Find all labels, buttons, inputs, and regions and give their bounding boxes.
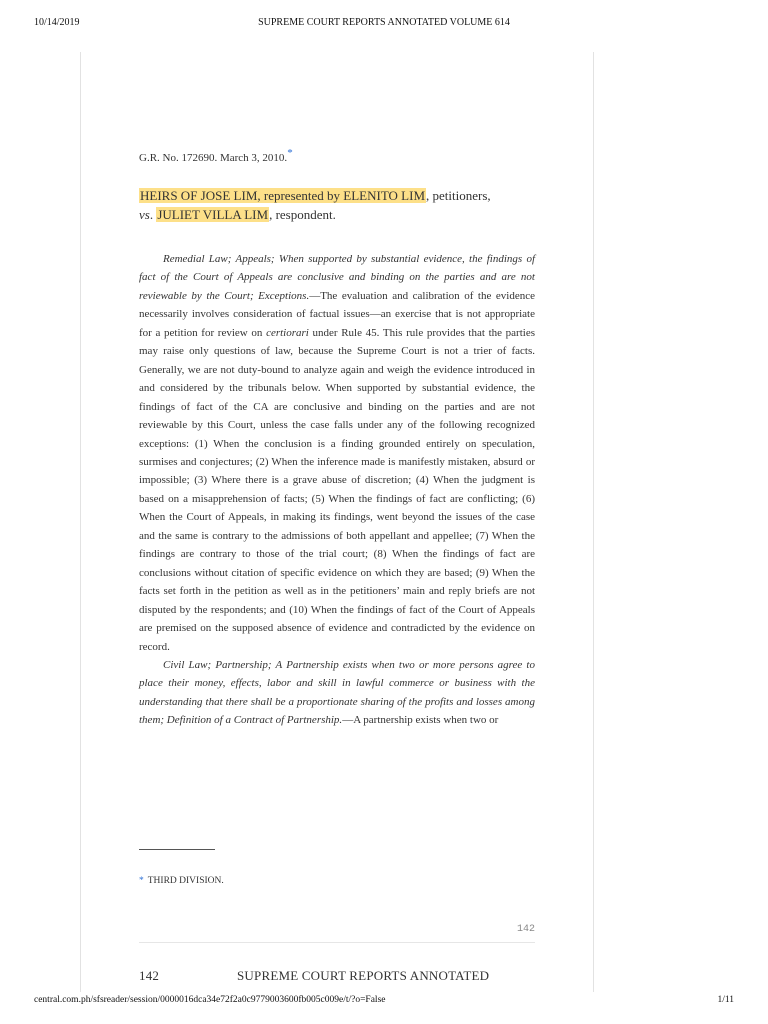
respondent-label: , respondent. (269, 207, 336, 222)
petitioners-name: HEIRS OF JOSE LIM, represented by ELENITO LIM (140, 188, 425, 203)
next-page-number: 142 (139, 968, 160, 983)
print-page-indicator: 1/11 (717, 995, 734, 1005)
print-url: central.com.ph/sfsreader/session/0000016dca34e72f2a0c9779003600fb005c009e/t/?o=False (34, 995, 386, 1005)
footnote-text: THIRD DIVISION. (147, 876, 224, 886)
print-header (0, 0, 768, 40)
syllabus-text-1a: —The evaluation and calibration of the evidence necessarily involves consideration of factual issues—an exercise that is not appropriate for a petition for review on (139, 289, 535, 339)
syllabus-paragraph-2 (139, 656, 535, 730)
syllabus-text-2: —A partnership exists when two or (342, 714, 499, 727)
syllabus-body (139, 250, 535, 730)
versus-label: vs (139, 207, 150, 222)
footnote-divider (139, 849, 215, 850)
syllabus-keywords-2: Civil Law; Partnership; A Partnership exists when two or more persons agree to place their money, effects, labor and skill in lawful commerce or business with the understanding that there shall be a proportionate sharing of the profits and losses among them; Definition of a Contract of Partnership. (139, 658, 535, 727)
footnote (139, 876, 535, 886)
print-date: 10/14/2019 (34, 17, 80, 28)
versus-dot: . (149, 207, 157, 222)
page-number: 142 (516, 924, 535, 935)
case-number-line (139, 147, 535, 164)
next-page-running-title: SUPREME COURT REPORTS ANNOTATED (237, 968, 490, 983)
case-parties (139, 186, 535, 224)
footnote-mark[interactable]: * (139, 876, 144, 886)
syllabus-text-1b: under Rule 45. This rule provides that the parties may raise only questions of law, because the Supreme Court is not a trier of facts. Generally, we are not duty-bound to analyze again and weigh the evidence introduced in and considered by the tribunals below. When supported by substantial evidence, the findings of fact of the CA are conclusive and binding on the parties and are not reviewable by this Court, unless the case falls under any of the following recognized exceptions: (1) When the conclusion is a finding grounded entirely on speculation, surmises and conjectures; (2) When the inference made is manifestly mistaken, absurd or impossible; (3) Where there is a grave abuse of discretion; (4) When the judgment is based on a misapprehension of facts; (5) When the findings of fact are conflicting; (6) When the Court of Appeals, in making its findings, went beyond the issues of the case and the same is contrary to the admissions of both appellant and appellee; (7) When the findings are contrary to those of the trial court; (8) When the findings of fact are conclusions without citation of specific evidence on which they are based; (9) When the facts set forth in the petition as well as in the petitioners’ main and reply briefs are not disputed by the respondents; and (10) When the findings of fact of the Court of Appeals are premised on the supposed absence of evidence and contradicted by the evidence on record. (139, 326, 535, 653)
syllabus-keywords-1: Remedial Law; Appeals; When supported by substantial evidence, the findings of fact of the Court of Appeals are conclusive and binding on the parties and are not reviewable by the Court; Exceptions. (139, 253, 535, 302)
page-separator (139, 942, 535, 943)
document-page (80, 52, 594, 992)
print-footer (0, 990, 768, 1020)
respondent-name: JULIET VILLA LIM (157, 207, 269, 222)
syllabus-italic-term: certiorari (266, 326, 309, 339)
petitioners-label: , petitioners, (426, 188, 491, 203)
footnote-reference-link[interactable]: * (287, 147, 293, 159)
case-number: G.R. No. 172690. March 3, 2010. (139, 152, 288, 164)
syllabus-paragraph-1 (139, 250, 535, 656)
print-title: SUPREME COURT REPORTS ANNOTATED VOLUME 614 (258, 17, 510, 28)
